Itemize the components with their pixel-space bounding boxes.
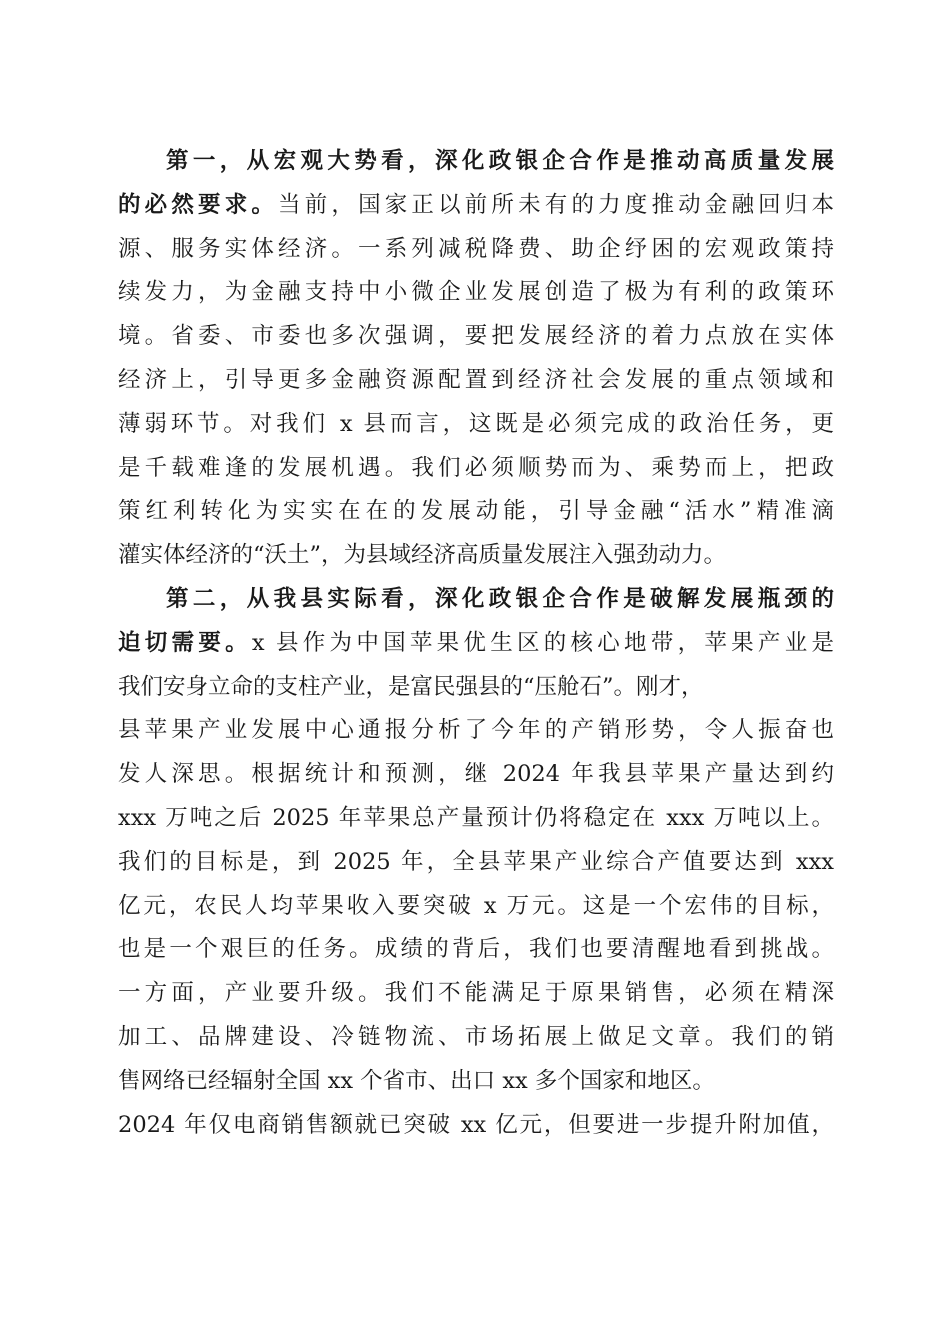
text-line: 策红利转化为实实在在的发展动能，引导金融“活水”精准滴 bbox=[118, 498, 834, 525]
text-line: 第二，从我县实际看，深化政银企合作是破解发展瓶颈的 bbox=[166, 585, 834, 612]
text-line: 经济上，引导更多金融资源配置到经济社会发展的重点领域和 bbox=[118, 366, 834, 393]
text-line: 迫切需要。x 县作为中国苹果优生区的核心地带，苹果产业是 bbox=[118, 629, 834, 656]
text-line: 也是一个艰巨的任务。成绩的背后，我们也要清醒地看到挑战。 bbox=[118, 936, 834, 963]
text-line: 售网络已经辐射全国 xx 个省市、出口 xx 多个国家和地区。 bbox=[118, 1067, 715, 1094]
text-line: 亿元，农民人均苹果收入要突破 x 万元。这是一个宏伟的目标， bbox=[118, 892, 834, 919]
text-line: 加工、品牌建设、冷链物流、市场拓展上做足文章。我们的销 bbox=[118, 1023, 834, 1050]
text-line: 续发力，为金融支持中小微企业发展创造了极为有利的政策环 bbox=[118, 279, 834, 306]
text-line: 的必然要求。当前，国家正以前所未有的力度推动金融回归本 bbox=[118, 191, 834, 218]
text-line: 县苹果产业发展中心通报分析了今年的产销形势，令人振奋也 bbox=[118, 717, 834, 744]
text-line: 灌实体经济的“沃土”，为县域经济高质量发展注入强劲动力。 bbox=[118, 542, 727, 569]
text-line: 源、服务实体经济。一系列减税降费、助企纾困的宏观政策持 bbox=[118, 235, 834, 262]
text-line: 薄弱环节。对我们 x 县而言，这既是必须完成的政治任务，更 bbox=[118, 410, 834, 437]
text-line: 境。省委、市委也多次强调，要把发展经济的着力点放在实体 bbox=[118, 323, 834, 350]
text-line: 我们的目标是，到 2025 年，全县苹果产业综合产值要达到 xxx bbox=[118, 848, 834, 875]
text-line: 2024 年仅电商销售额就已突破 xx 亿元，但要进一步提升附加值， bbox=[118, 1111, 834, 1138]
text-line: 发人深思。根据统计和预测，继 2024 年我县苹果产量达到约 bbox=[118, 761, 834, 788]
paragraph-1 bbox=[118, 140, 834, 578]
text-line: xxx 万吨之后 2025 年苹果总产量预计仍将稳定在 xxx 万吨以上。 bbox=[118, 804, 834, 831]
text-line: 是千载难逢的发展机遇。我们必须顺势而为、乘势而上，把政 bbox=[118, 454, 834, 481]
paragraph-2 bbox=[118, 578, 834, 1147]
text-line: 一方面，产业要升级。我们不能满足于原果销售，必须在精深 bbox=[118, 980, 834, 1007]
body-text bbox=[118, 140, 834, 1147]
text-line: 第一，从宏观大势看，深化政银企合作是推动高质量发展 bbox=[166, 148, 834, 174]
text-line: 我们安身立命的支柱产业，是富民强县的“压舱石”。刚才， bbox=[118, 673, 704, 700]
